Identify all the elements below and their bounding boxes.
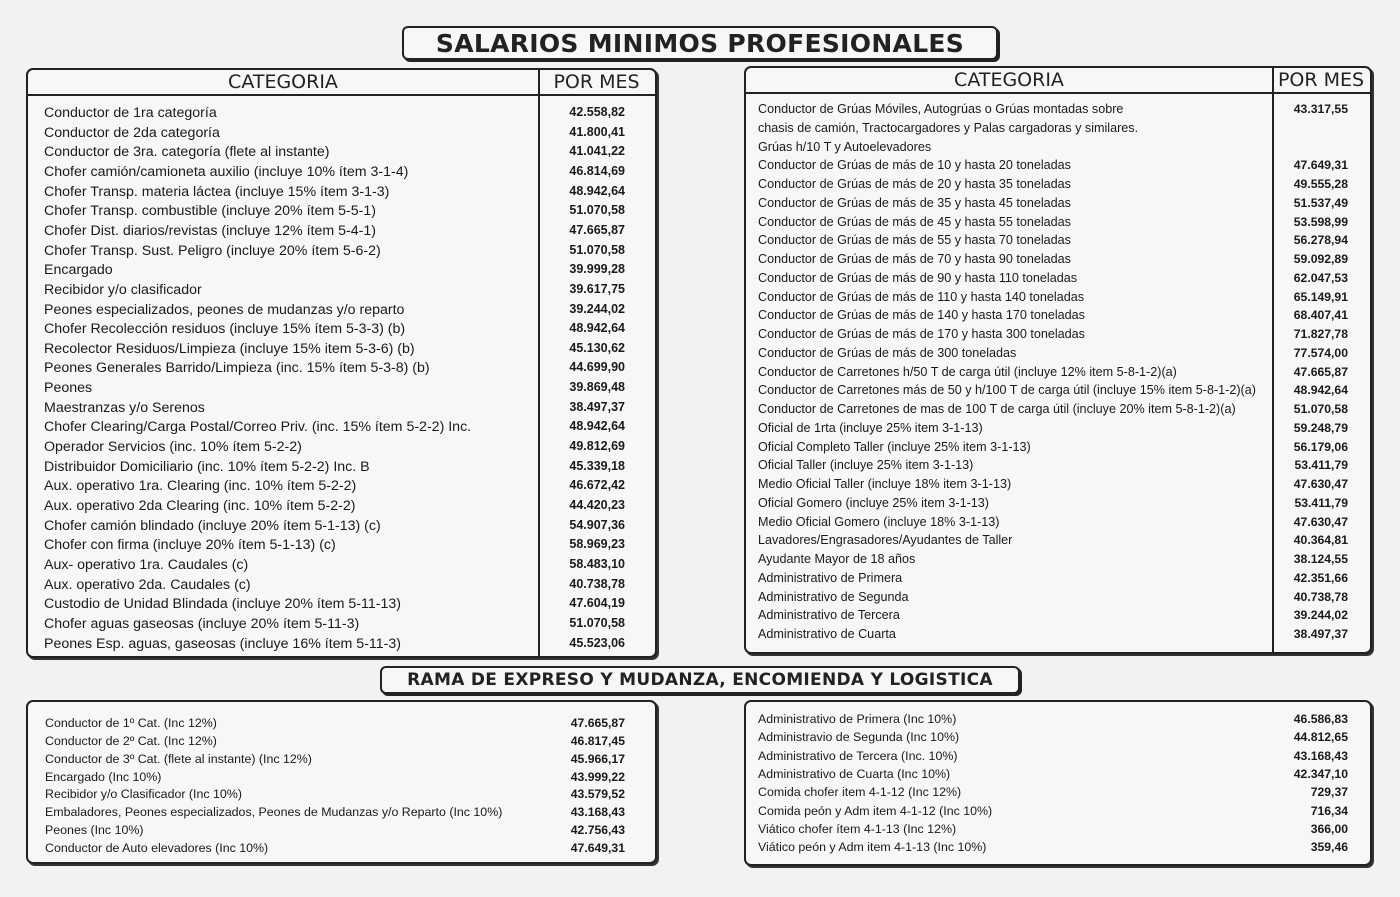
table-row <box>28 823 655 841</box>
row-category: Viático peón y Adm item 4-1-13 (Inc 10%) <box>758 840 987 855</box>
row-monthly-value: 58.969,23 <box>569 537 625 552</box>
per-month-header: POR MES <box>1277 69 1365 91</box>
table-row <box>28 105 655 125</box>
row-category: Peones Generales Barrido/Limpieza (inc. 15% ítem 5-3-8) (b) <box>44 360 430 377</box>
row-category: Aux. operativo 2da. Caudales (c) <box>44 576 251 593</box>
row-monthly-value: 42.347,10 <box>1293 766 1348 781</box>
table-row <box>28 184 655 204</box>
row-category: Administravio de Segunda (Inc 10%) <box>758 730 960 745</box>
row-monthly-value: 77.574,00 <box>1293 345 1348 360</box>
row-monthly-value: 44.812,65 <box>1293 730 1348 745</box>
table-row <box>746 822 1370 840</box>
row-monthly-value: 43.579,52 <box>570 787 625 802</box>
row-monthly-value: 47.665,87 <box>569 222 625 237</box>
category-header: CATEGORIA <box>228 71 338 93</box>
right-salary-table <box>744 66 1372 654</box>
bottom-left-salary-table <box>26 700 657 864</box>
table-row <box>746 140 1370 159</box>
table-row <box>746 627 1370 646</box>
table-row <box>746 215 1370 234</box>
table-row <box>28 770 655 788</box>
row-category: Conductor de Grúas de más de 300 toneladas <box>758 345 1017 360</box>
table-row <box>28 223 655 243</box>
row-category: Conductor de 3ra. categoría (flete al instante) <box>44 144 330 161</box>
row-monthly-value: 38.497,37 <box>1293 627 1348 641</box>
row-category: Chofer Recolección residuos (incluye 15% ítem 5-3-3) (b) <box>44 321 406 338</box>
row-monthly-value: 62.047,53 <box>1293 270 1348 285</box>
row-category: Conductor de 3º Cat. (flete al instante) (Inc 12%) <box>45 751 312 766</box>
row-category: Oficial Completo Taller (incluye 25% item 3-1-13) <box>758 439 1031 454</box>
row-monthly-value: 41.800,41 <box>569 124 625 139</box>
table-row <box>746 440 1370 459</box>
table-row <box>28 805 655 823</box>
row-monthly-value: 38.124,55 <box>1293 552 1348 566</box>
row-category: Conductor de Auto elevadores (Inc 10%) <box>45 840 269 855</box>
row-monthly-value: 51.070,58 <box>569 203 625 218</box>
table-row <box>28 164 655 184</box>
row-monthly-value: 65.149,91 <box>1293 289 1348 304</box>
row-category: Recolector Residuos/Limpieza (incluye 15% item 5-3-6) (b) <box>44 340 415 357</box>
row-category: Conductor de Grúas de más de 20 y hasta 35 toneladas <box>758 177 1071 191</box>
page-title: SALARIOS MINIMOS PROFESIONALES <box>402 26 998 60</box>
table-row <box>746 290 1370 309</box>
table-row <box>28 341 655 361</box>
row-category: Conductor de Grúas de más de 170 y hasta 300 toneladas <box>758 327 1085 341</box>
table-row <box>746 730 1370 748</box>
table-row <box>746 346 1370 365</box>
table-row <box>28 752 655 770</box>
table-row <box>746 458 1370 477</box>
table-row <box>28 125 655 145</box>
row-monthly-value: 45.523,06 <box>569 635 625 650</box>
row-category: Lavadores/Engrasadores/Ayudantes de Taller <box>758 533 1013 548</box>
table-row <box>746 571 1370 590</box>
row-monthly-value: 54.907,36 <box>569 517 625 532</box>
row-category: Administrativo de Tercera <box>758 608 900 623</box>
row-monthly-value: 39.244,02 <box>569 301 625 316</box>
table-row <box>28 537 655 557</box>
row-monthly-value: 46.672,42 <box>569 478 625 493</box>
row-category: Administrativo de Segunda <box>758 589 909 604</box>
row-monthly-value: 56.278,94 <box>1293 233 1348 248</box>
table-row <box>746 496 1370 515</box>
left-salary-table <box>26 68 657 658</box>
row-category: Conductor de Grúas de más de 55 y hasta 70 toneladas <box>758 233 1071 248</box>
row-category: Chofer camión/camioneta auxilio (incluye 10% ítem 3-1-4) <box>44 163 409 180</box>
row-category: Administrativo de Primera (Inc 10%) <box>758 712 957 726</box>
row-monthly-value: 38.497,37 <box>569 399 625 414</box>
table-row <box>746 552 1370 571</box>
row-category: Maestranzas y/o Serenos <box>44 399 205 416</box>
row-category: Chofer Transp. Sust. Peligro (incluye 20% ítem 5-6-2) <box>44 242 381 259</box>
row-category: Conductor de 1ra categoría <box>44 105 217 121</box>
row-monthly-value: 51.537,49 <box>1293 195 1348 210</box>
row-monthly-value: 59.092,89 <box>1293 252 1348 266</box>
table-row <box>746 271 1370 290</box>
row-category: Conductor de 2da categoría <box>44 124 220 141</box>
table-header <box>28 70 655 96</box>
row-category: Conductor de Grúas de más de 90 y hasta 110 toneladas <box>758 270 1078 285</box>
row-monthly-value: 43.999,22 <box>570 769 625 784</box>
table-row <box>746 533 1370 552</box>
row-category: Oficial Gomero (incluye 25% item 3-1-13) <box>758 495 989 510</box>
row-category: Oficial Taller (incluye 25% item 3-1-13) <box>758 458 974 473</box>
row-monthly-value: 729,37 <box>1310 785 1348 800</box>
row-monthly-value: 39.617,75 <box>569 281 625 296</box>
row-category: Chofer Clearing/Carga Postal/Correo Priv. (inc. 15% ítem 5-2-2) Inc. <box>44 419 472 436</box>
table-row <box>28 282 655 302</box>
table-row <box>28 557 655 577</box>
row-category: Conductor de Grúas de más de 35 y hasta 45 toneladas <box>758 195 1071 210</box>
row-category: Conductor de Grúas Móviles, Autogrúas o Grúas montadas sobre <box>758 102 1124 116</box>
table-header <box>746 68 1370 94</box>
row-monthly-value: 39.999,28 <box>569 262 625 277</box>
row-monthly-value: 366,00 <box>1310 821 1348 836</box>
row-category: Medio Oficial Gomero (incluye 18% 3-1-13) <box>758 514 1000 529</box>
table-row <box>28 716 655 734</box>
row-monthly-value: 716,34 <box>1310 803 1348 818</box>
table-row <box>746 712 1370 730</box>
section-title: RAMA DE EXPRESO Y MUDANZA, ENCOMIENDA Y LOGISTICA <box>380 666 1020 694</box>
row-category: Conductor de 1º Cat. (Inc 12%) <box>45 716 217 730</box>
row-monthly-value: 48.942,64 <box>569 321 625 336</box>
row-monthly-value: 47.630,47 <box>1293 514 1348 529</box>
table-row <box>746 327 1370 346</box>
table-row <box>746 365 1370 384</box>
row-monthly-value: 58.483,10 <box>569 556 625 571</box>
row-monthly-value: 43.317,55 <box>1293 102 1348 116</box>
table-row <box>28 577 655 597</box>
row-monthly-value: 51.070,58 <box>1293 402 1348 416</box>
row-monthly-value: 49.555,28 <box>1293 177 1348 191</box>
table-row <box>746 121 1370 140</box>
row-monthly-value: 40.738,78 <box>1293 589 1348 604</box>
row-monthly-value: 44.420,23 <box>569 498 625 512</box>
table-row <box>28 616 655 636</box>
table-row <box>746 767 1370 785</box>
row-category: Aux. operativo 1ra. Clearing (inc. 10% ítem 5-2-2) <box>44 478 357 495</box>
table-row <box>28 203 655 223</box>
row-monthly-value: 47.630,47 <box>1293 477 1348 491</box>
table-row <box>746 252 1370 271</box>
row-category: Comida chofer item 4-1-12 (Inc 12%) <box>758 785 962 800</box>
row-category: Conductor de Grúas de más de 140 y hasta 170 toneladas <box>758 308 1085 323</box>
table-row <box>28 734 655 752</box>
row-monthly-value: 53.598,99 <box>1293 214 1348 229</box>
table-row <box>28 596 655 616</box>
row-category: Peones <box>44 380 93 397</box>
row-category: Chofer Transp. combustible (incluye 20% ítem 5-5-1) <box>44 203 376 220</box>
table-row <box>28 400 655 420</box>
table-row <box>28 419 655 439</box>
row-monthly-value: 43.168,43 <box>1293 748 1348 763</box>
row-category: Conductor de Grúas de más de 45 y hasta 55 toneladas <box>758 214 1071 229</box>
row-category: chasis de camión, Tractocargadores y Palas cargadoras y similares. <box>758 120 1139 135</box>
row-monthly-value: 43.168,43 <box>570 805 625 820</box>
row-category: Chofer camión blindado (incluye 20% ítem 5-1-13) (c) <box>44 517 381 534</box>
row-monthly-value: 56.179,06 <box>1293 439 1348 454</box>
table-row <box>28 478 655 498</box>
row-monthly-value: 44.699,90 <box>569 360 625 375</box>
row-category: Embaladores, Peones especializados, Peones de Mudanzas y/o Reparto (Inc 10%) <box>45 805 503 820</box>
row-category: Conductor de 2º Cat. (Inc 12%) <box>45 733 217 748</box>
table-row <box>28 439 655 459</box>
table-row <box>28 321 655 341</box>
table-row <box>746 402 1370 421</box>
bottom-right-salary-table <box>744 700 1372 866</box>
table-row <box>746 477 1370 496</box>
table-row <box>28 380 655 400</box>
row-monthly-value: 53.411,79 <box>1294 495 1348 510</box>
table-row <box>28 302 655 322</box>
row-category: Chofer Dist. diarios/revistas (incluye 12% ítem 5-4-1) <box>44 222 376 239</box>
row-monthly-value: 46.586,83 <box>1293 712 1348 726</box>
table-row <box>28 360 655 380</box>
row-category: Administrativo de Primera <box>758 570 903 585</box>
row-category: Conductor de Carretones más de 50 y h/100 T de carga útil (incluye 15% item 5-8-1-2)(a) <box>758 383 1256 398</box>
table-row <box>28 262 655 282</box>
row-monthly-value: 48.942,64 <box>1293 383 1348 398</box>
row-category: Chofer Transp. materia láctea (incluye 15% ítem 3-1-3) <box>44 183 390 200</box>
row-monthly-value: 47.665,87 <box>570 716 625 730</box>
per-month-header: POR MES <box>553 71 640 93</box>
table-row <box>746 749 1370 767</box>
row-monthly-value: 45.130,62 <box>569 340 625 355</box>
row-category: Ayudante Mayor de 18 años <box>758 552 916 566</box>
table-row <box>746 102 1370 121</box>
row-monthly-value: 39.869,48 <box>569 380 625 395</box>
row-category: Chofer aguas gaseosas (incluye 20% ítem 5-11-3) <box>44 615 360 632</box>
row-category: Chofer con firma (incluye 20% ítem 5-1-13) (c) <box>44 537 336 554</box>
row-category: Comida peón y Adm item 4-1-12 (Inc 10%) <box>758 803 993 818</box>
row-monthly-value: 42.351,66 <box>1293 570 1348 585</box>
table-row <box>746 233 1370 252</box>
row-category: Distribuidor Domiciliario (inc. 10% ítem 5-2-2) Inc. B <box>44 458 370 475</box>
table-row <box>28 243 655 263</box>
row-monthly-value: 59.248,79 <box>1293 420 1348 435</box>
table-row <box>746 804 1370 822</box>
row-monthly-value: 39.244,02 <box>1293 608 1348 623</box>
table-row <box>28 144 655 164</box>
row-monthly-value: 49.812,69 <box>569 439 625 454</box>
table-row <box>28 459 655 479</box>
row-monthly-value: 47.649,31 <box>570 840 625 855</box>
row-category: Oficial de 1rta (incluye 25% item 3-1-13) <box>758 420 983 435</box>
table-row <box>746 196 1370 215</box>
row-category: Encargado <box>44 262 113 279</box>
table-row <box>746 383 1370 402</box>
row-monthly-value: 53.411,79 <box>1294 458 1348 473</box>
row-category: Encargado (Inc 10%) <box>45 769 162 784</box>
row-monthly-value: 48.942,64 <box>569 419 625 434</box>
table-row <box>746 590 1370 609</box>
row-category: Medio Oficial Taller (incluye 18% item 3-1-13) <box>758 477 1012 491</box>
row-monthly-value: 47.665,87 <box>1293 364 1348 379</box>
row-monthly-value: 45.339,18 <box>569 458 625 473</box>
row-monthly-value: 48.942,64 <box>569 183 625 198</box>
table-row <box>746 421 1370 440</box>
row-category: Administrativo de Tercera (Inc. 10%) <box>758 748 958 763</box>
row-category: Conductor de Carretones de mas de 100 T de carga útil (incluye 20% item 5-8-1-2)(a) <box>758 402 1236 416</box>
row-category: Administrativo de Cuarta (Inc 10%) <box>758 766 951 781</box>
row-monthly-value: 68.407,41 <box>1293 308 1348 323</box>
row-category: Conductor de Carretones h/50 T de carga útil (incluye 12% item 5-8-1-2)(a) <box>758 364 1177 379</box>
row-monthly-value: 47.649,31 <box>1293 158 1348 173</box>
table-row <box>28 498 655 518</box>
row-monthly-value: 42.558,82 <box>569 105 625 119</box>
row-category: Recibidor y/o Clasificador (Inc 10%) <box>45 787 242 802</box>
table-row <box>746 608 1370 627</box>
table-row <box>746 785 1370 803</box>
row-monthly-value: 45.966,17 <box>570 751 625 766</box>
row-monthly-value: 359,46 <box>1310 840 1348 855</box>
row-category: Peones (Inc 10%) <box>45 823 144 838</box>
category-header: CATEGORIA <box>954 69 1064 91</box>
table-row <box>746 158 1370 177</box>
table-row <box>746 515 1370 534</box>
row-category: Conductor de Grúas de más de 70 y hasta 90 toneladas <box>758 252 1071 266</box>
row-monthly-value: 47.604,19 <box>569 596 625 611</box>
row-category: Administrativo de Cuarta <box>758 627 896 641</box>
row-category: Grúas h/10 T y Autoelevadores <box>758 139 932 154</box>
row-monthly-value: 71.827,78 <box>1293 327 1348 341</box>
row-category: Aux. operativo 2da Clearing (inc. 10% ítem 5-2-2) <box>44 498 356 514</box>
row-monthly-value: 40.738,78 <box>569 576 625 591</box>
table-row <box>746 840 1370 858</box>
row-monthly-value: 40.364,81 <box>1293 533 1348 548</box>
table-row <box>28 518 655 538</box>
row-monthly-value: 41.041,22 <box>569 144 625 159</box>
row-category: Custodio de Unidad Blindada (incluye 20% ítem 5-11-13) <box>44 596 401 613</box>
row-monthly-value: 51.070,58 <box>569 242 625 257</box>
table-row <box>746 177 1370 196</box>
row-category: Aux- operativo 1ra. Caudales (c) <box>44 556 249 573</box>
table-row <box>28 841 655 859</box>
row-category: Conductor de Grúas de más de 10 y hasta 20 toneladas <box>758 158 1071 173</box>
row-category: Operador Servicios (inc. 10% ítem 5-2-2) <box>44 439 302 456</box>
row-category: Viático chofer ítem 4-1-13 (Inc 12%) <box>758 821 957 836</box>
row-monthly-value: 46.814,69 <box>569 163 625 178</box>
row-category: Conductor de Grúas de más de 110 y hasta 140 toneladas <box>758 289 1085 304</box>
row-monthly-value: 51.070,58 <box>569 615 625 630</box>
row-category: Peones Esp. aguas, gaseosas (incluye 16% ítem 5-11-3) <box>44 635 401 652</box>
table-row <box>28 636 655 656</box>
row-monthly-value: 42.756,43 <box>570 823 625 838</box>
row-category: Peones especializados, peones de mudanzas y/o reparto <box>44 301 405 318</box>
row-category: Recibidor y/o clasificador <box>44 281 202 298</box>
row-monthly-value: 46.817,45 <box>570 733 625 748</box>
table-row <box>746 308 1370 327</box>
table-row <box>28 787 655 805</box>
